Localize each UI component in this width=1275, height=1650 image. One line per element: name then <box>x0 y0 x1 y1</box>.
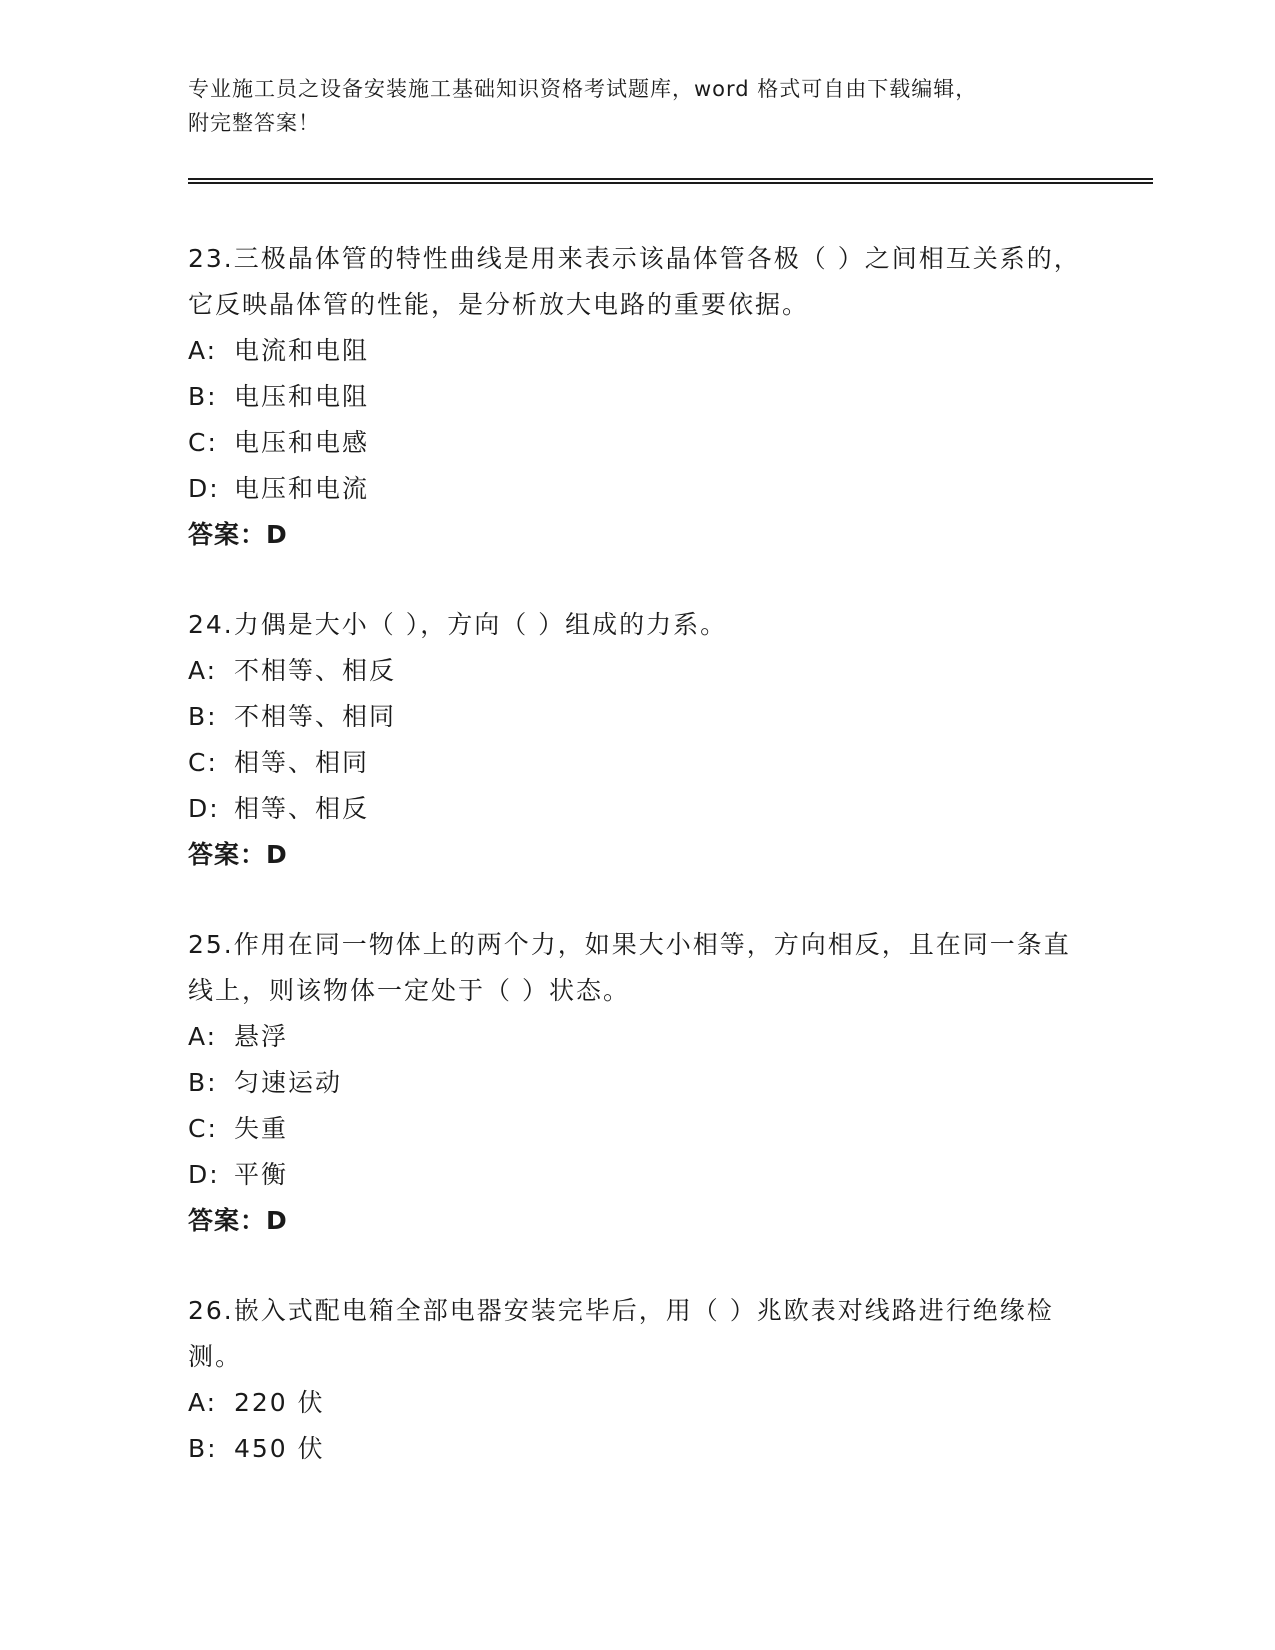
option-text: 450 伏 <box>234 1434 325 1463</box>
question-stem: 23.三极晶体管的特性曲线是用来表示该晶体管各极（ ）之间相互关系的，它反映晶体管的性能，是分析放大电路的重要依据。 <box>188 244 1081 319</box>
document-header <box>188 72 1088 140</box>
option-letter: A: <box>188 336 218 365</box>
header-divider <box>188 178 1153 184</box>
option-letter: B: <box>188 382 218 411</box>
option-letter: C: <box>188 1114 218 1143</box>
header-line-1: 专业施工员之设备安装施工基础知识资格考试题库，word 格式可自由下载编辑， <box>188 77 978 101</box>
option-text: 不相等、相反 <box>234 656 397 685</box>
option-b <box>188 374 1088 420</box>
option-text: 电压和电感 <box>234 428 370 457</box>
question-24 <box>188 602 1088 878</box>
option-letter: D: <box>188 474 220 503</box>
option-letter: C: <box>188 748 218 777</box>
option-list <box>188 1014 1088 1198</box>
answer-line: 答案：D <box>188 1206 288 1235</box>
option-letter: D: <box>188 1160 220 1189</box>
option-letter: C: <box>188 428 218 457</box>
option-text: 平衡 <box>234 1160 289 1189</box>
question-stem: 24.力偶是大小（ ），方向（ ）组成的力系。 <box>188 610 728 639</box>
option-a <box>188 648 1088 694</box>
answer-line: 答案：D <box>188 840 288 869</box>
option-a <box>188 1014 1088 1060</box>
option-list <box>188 648 1088 832</box>
option-d <box>188 1152 1088 1198</box>
option-letter: A: <box>188 1388 218 1417</box>
option-c <box>188 740 1088 786</box>
question-list <box>188 236 1088 1516</box>
option-d <box>188 466 1088 512</box>
option-text: 失重 <box>234 1114 289 1143</box>
option-b <box>188 1426 1088 1472</box>
option-c <box>188 420 1088 466</box>
option-letter: D: <box>188 794 220 823</box>
answer-line: 答案：D <box>188 520 288 549</box>
option-text: 电压和电流 <box>234 474 370 503</box>
option-letter: B: <box>188 1068 218 1097</box>
header-line-2: 附完整答案！ <box>188 111 320 135</box>
option-letter: A: <box>188 656 218 685</box>
option-a <box>188 328 1088 374</box>
question-stem: 26.嵌入式配电箱全部电器安装完毕后，用（ ）兆欧表对线路进行绝缘检测。 <box>188 1296 1054 1371</box>
option-text: 电流和电阻 <box>234 336 370 365</box>
option-b <box>188 1060 1088 1106</box>
option-text: 220 伏 <box>234 1388 325 1417</box>
option-letter: B: <box>188 1434 218 1463</box>
question-23 <box>188 236 1088 558</box>
question-25 <box>188 922 1088 1244</box>
option-text: 匀速运动 <box>234 1068 343 1097</box>
option-list <box>188 1380 1088 1472</box>
option-c <box>188 1106 1088 1152</box>
question-26 <box>188 1288 1088 1472</box>
option-text: 相等、相同 <box>234 748 370 777</box>
option-a <box>188 1380 1088 1426</box>
option-text: 电压和电阻 <box>234 382 370 411</box>
option-b <box>188 694 1088 740</box>
question-stem: 25.作用在同一物体上的两个力，如果大小相等，方向相反，且在同一条直线上，则该物体一定处于（ ）状态。 <box>188 930 1071 1005</box>
option-text: 悬浮 <box>234 1022 289 1051</box>
option-letter: B: <box>188 702 218 731</box>
option-text: 相等、相反 <box>234 794 370 823</box>
option-list <box>188 328 1088 512</box>
option-text: 不相等、相同 <box>234 702 397 731</box>
option-letter: A: <box>188 1022 218 1051</box>
option-d <box>188 786 1088 832</box>
